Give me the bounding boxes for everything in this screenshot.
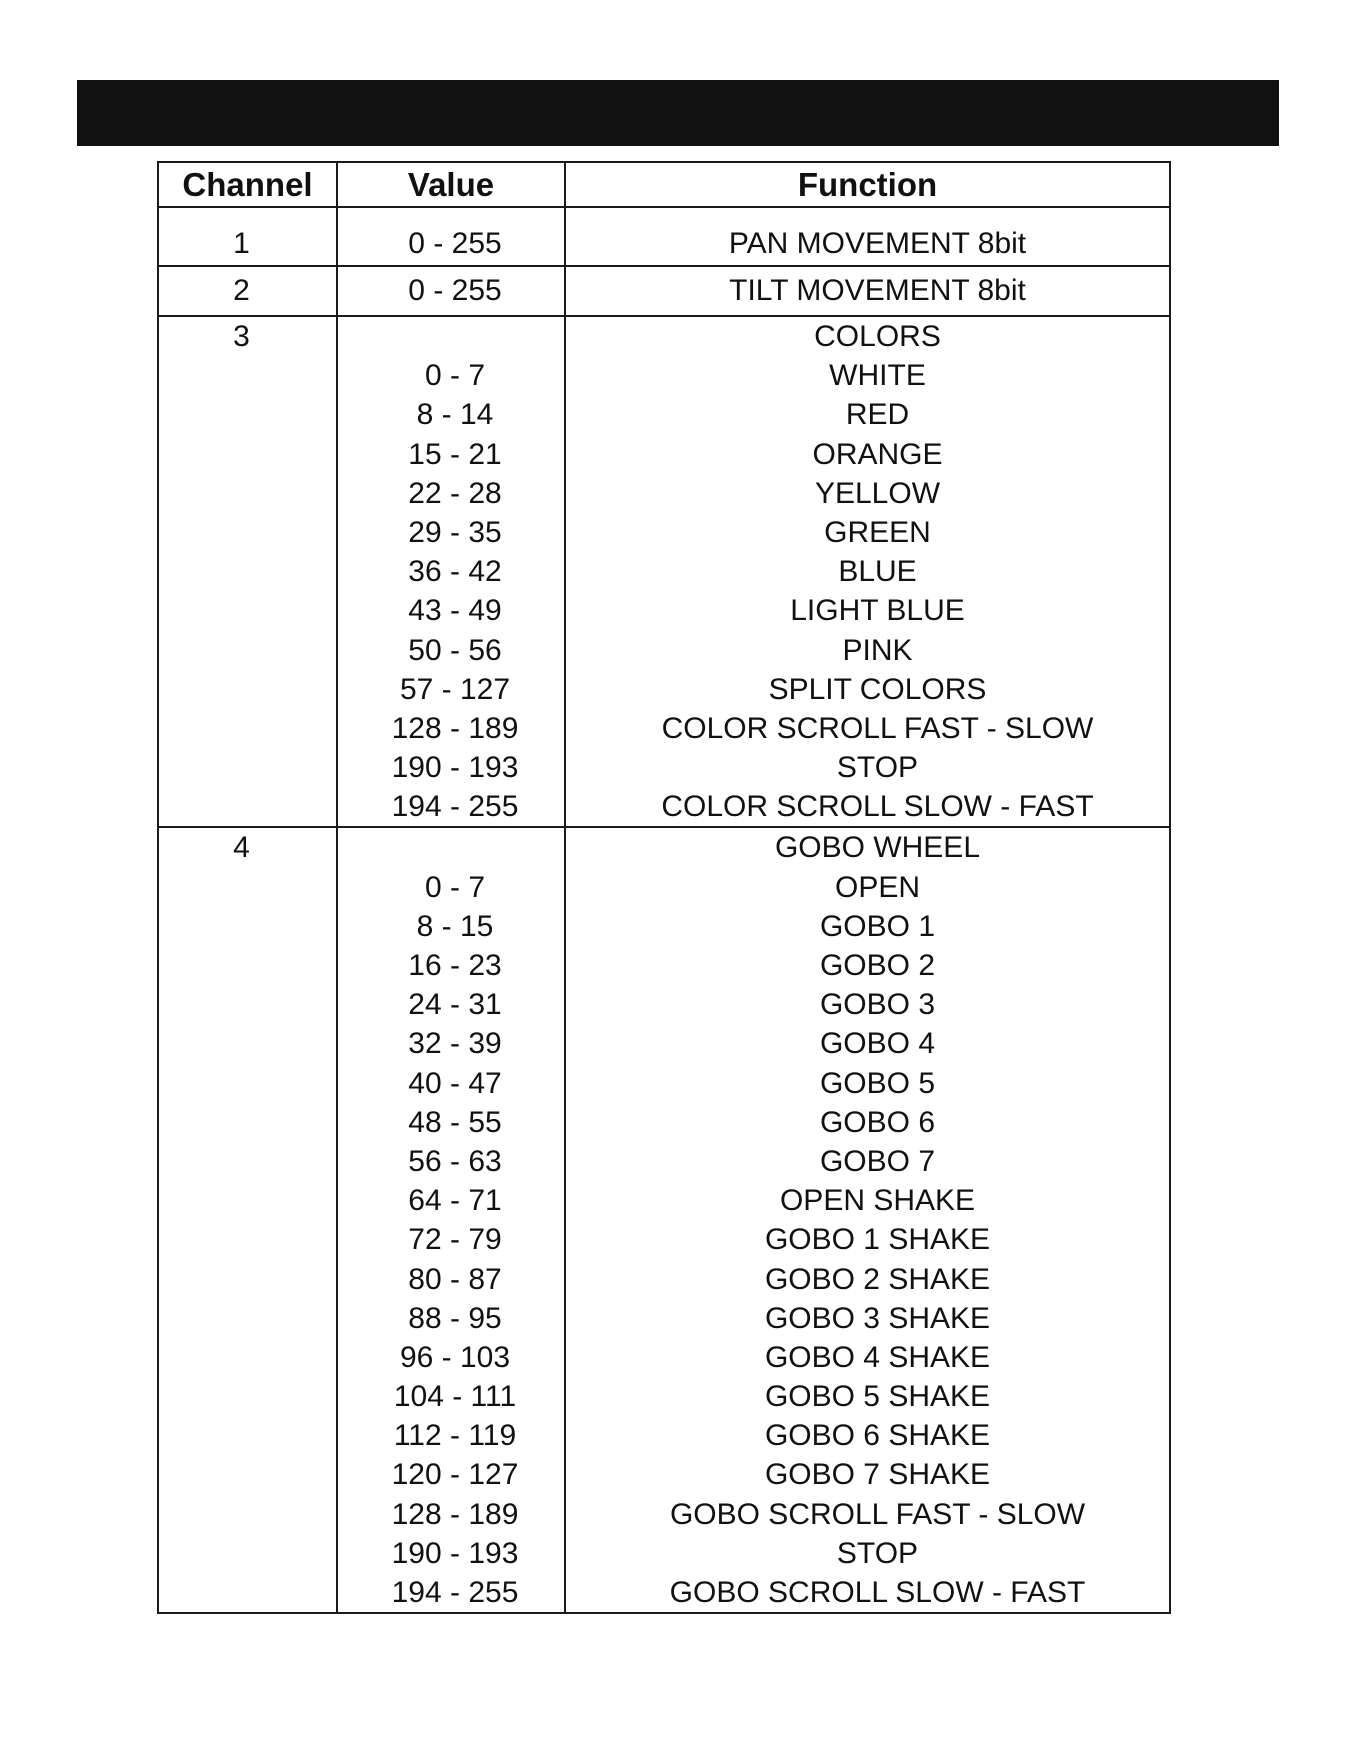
function-label: GOBO 3 <box>819 988 936 1022</box>
channel-group <box>159 828 1169 1612</box>
channel-cell <box>159 828 338 1612</box>
channel-group <box>159 267 1169 317</box>
function-label: GOBO 7 SHAKE <box>764 1458 991 1492</box>
value-range: 0 - 7 <box>424 870 486 904</box>
function-label: WHITE <box>829 359 926 393</box>
value-range: 48 - 55 <box>408 1105 502 1139</box>
function-column <box>566 317 1169 826</box>
value-range: 56 - 63 <box>408 1144 502 1178</box>
function-label: COLOR SCROLL SLOW - FAST <box>661 790 1094 824</box>
value-range: 64 - 71 <box>408 1184 502 1218</box>
header-bar <box>77 80 1279 146</box>
function-label: GOBO 4 SHAKE <box>764 1340 991 1374</box>
channel-number: 3 <box>233 320 250 353</box>
function-label: PINK <box>842 633 913 667</box>
function-label: ORANGE <box>812 437 943 471</box>
value-range: 128 - 189 <box>391 1497 519 1531</box>
value-range: 128 - 189 <box>391 711 519 745</box>
value-range: 112 - 119 <box>393 1419 517 1453</box>
function-label: STOP <box>836 751 919 785</box>
function-label: OPEN <box>834 870 921 904</box>
value-range: 80 - 87 <box>408 1262 502 1296</box>
value-column <box>338 317 566 826</box>
function-label: GOBO 3 SHAKE <box>764 1301 991 1335</box>
channel-cell <box>159 267 338 315</box>
function-column <box>566 215 1169 265</box>
channel-group <box>159 317 1169 828</box>
value-range: 0 - 255 <box>408 274 502 307</box>
value-range: 22 - 28 <box>408 476 502 510</box>
function-label: RED <box>845 398 910 432</box>
function-label: OPEN SHAKE <box>779 1184 976 1218</box>
value-range: 96 - 103 <box>399 1340 511 1374</box>
header-gap <box>159 208 1169 215</box>
function-label: YELLOW <box>814 476 941 510</box>
function-column <box>566 828 1169 1612</box>
function-label: GOBO SCROLL SLOW - FAST <box>669 1576 1086 1609</box>
function-label: GOBO 5 SHAKE <box>764 1380 991 1414</box>
value-column <box>338 215 566 265</box>
header-function: Function <box>797 165 938 203</box>
value-column <box>338 828 566 1612</box>
table-body <box>159 215 1169 1612</box>
value-range: 24 - 31 <box>408 988 502 1022</box>
function-label: STOP <box>836 1536 919 1570</box>
function-label: SPLIT COLORS <box>768 672 987 706</box>
channel-number: 1 <box>233 227 250 260</box>
function-label: LIGHT BLUE <box>790 594 965 628</box>
value-range: 43 - 49 <box>408 594 502 628</box>
value-range: 16 - 23 <box>408 949 502 982</box>
value-range: 72 - 79 <box>408 1223 502 1257</box>
function-label: GOBO SCROLL FAST - SLOW <box>669 1497 1086 1531</box>
value-range: 57 - 127 <box>399 672 511 706</box>
value-range: 104 - 111 <box>393 1380 517 1414</box>
value-range: 32 - 39 <box>408 1027 502 1061</box>
function-label: GOBO 2 <box>819 949 936 982</box>
dmx-channel-table <box>157 161 1171 1614</box>
value-range: 0 - 255 <box>408 227 502 260</box>
function-label: BLUE <box>838 555 917 589</box>
function-label: GOBO 1 <box>819 909 936 943</box>
header-value: Value <box>338 163 566 206</box>
value-range: 15 - 21 <box>408 437 502 471</box>
function-label: GOBO 6 <box>819 1105 936 1139</box>
function-label: COLORS <box>814 320 941 353</box>
value-range: 190 - 193 <box>391 1536 519 1570</box>
function-label: GREEN <box>824 515 931 549</box>
value-range: 194 - 255 <box>391 790 519 824</box>
function-label: GOBO 4 <box>819 1027 936 1061</box>
function-label: GOBO WHEEL <box>774 831 981 865</box>
function-label: COLOR SCROLL FAST - SLOW <box>661 711 1094 745</box>
channel-cell <box>159 215 338 265</box>
function-label: GOBO 1 SHAKE <box>764 1223 991 1257</box>
value-range: 8 - 14 <box>416 398 494 432</box>
value-range: 50 - 56 <box>408 633 502 667</box>
header-channel: Channel <box>159 163 338 206</box>
channel-cell <box>159 317 338 826</box>
value-column <box>338 267 566 315</box>
value-range: 0 - 7 <box>424 359 486 393</box>
value-range: 120 - 127 <box>391 1458 519 1492</box>
value-range: 40 - 47 <box>408 1066 502 1100</box>
channel-number: 2 <box>233 274 250 307</box>
value-range: 8 - 15 <box>416 909 494 943</box>
value-range: 194 - 255 <box>391 1576 519 1609</box>
function-column <box>566 267 1169 315</box>
value-range: 29 - 35 <box>408 515 502 549</box>
function-label: GOBO 7 <box>819 1144 936 1178</box>
function-label: GOBO 6 SHAKE <box>764 1419 991 1453</box>
value-range: 190 - 193 <box>391 751 519 785</box>
function-label: GOBO 2 SHAKE <box>764 1262 991 1296</box>
function-label: PAN MOVEMENT 8bit <box>728 227 1027 260</box>
table-header-row <box>159 163 1169 208</box>
function-label: TILT MOVEMENT 8bit <box>729 274 1026 307</box>
value-range: 88 - 95 <box>408 1301 502 1335</box>
value-range: 36 - 42 <box>408 555 502 589</box>
value-range <box>338 828 564 867</box>
value-range <box>338 317 564 356</box>
function-label: GOBO 5 <box>819 1066 936 1100</box>
channel-group <box>159 215 1169 267</box>
channel-number: 4 <box>233 831 250 865</box>
